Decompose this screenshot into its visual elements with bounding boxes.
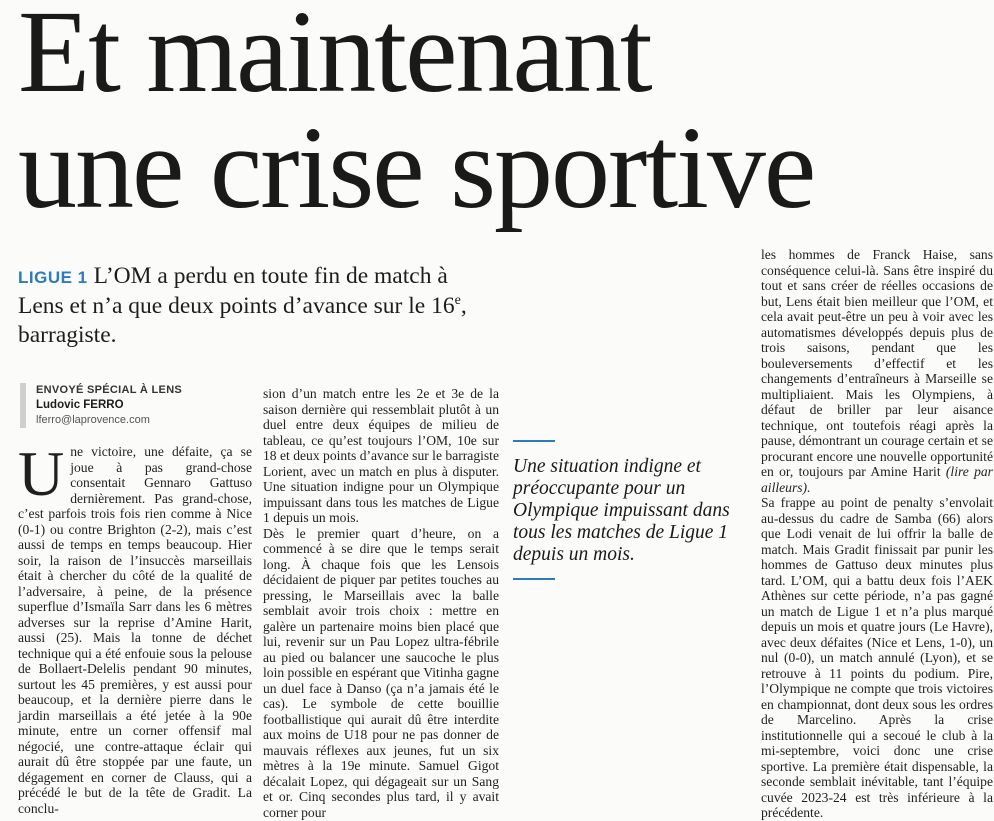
pull-quote <box>513 440 745 580</box>
standfirst <box>18 262 488 350</box>
pull-quote-text: Une situation indigne et préoccupante pour un Olympique impuissant dans tous les matches de Ligue 1 depuis un mois. <box>513 456 730 565</box>
article-column-3 <box>761 247 993 821</box>
standfirst-text-end: , barragiste. <box>18 293 467 348</box>
article-column-2 <box>263 386 499 820</box>
pull-quote-rule-top <box>513 440 555 442</box>
article-paragraph <box>18 438 252 816</box>
article-paragraph: Dès le premier quart d’heure, on a commencé à se dire que le temps serait long. À chaque fois que les Lensois décidaient de piquer par petites touches au pressing, le Marseillais avec la balle semblait avoir trois choix : mettre en galère un partenaire moins bien placé que lui, revenir sur un Pau Lopez ultra-fébrile au pied ou balancer une saucoche le plus loin possible en espérant que Vitinha gagne un duel face à Danso (ça n’a jamais été le cas). Le symbole de cette bouillie footballistique qui aurait dû être interdite aux moins de U18 pour ne pas donner de mauvais réflexes aux jeunes, fut un six mètres à la 19e minute. Samuel Gigot décalait Lopez, qui dégageait sur un Sang et or. Cinq secondes plus tard, il y avait corner pour <box>263 525 500 820</box>
headline <box>18 0 815 233</box>
article-paragraph: sion d’un match entre les 2e et 3e de la saison dernière qui ressemblait plutôt à un duel entre deux équipes de milieu de tableau, ce qu’est toujours l’OM, 10e sur 18 et deux points d’avance sur le barragiste Lorient, avec un match en plus à disputer. Une situation indigne pour un Olympique impuissant dans tous les matches de Ligue 1 depuis un mois. <box>263 386 499 525</box>
article-paragraph <box>761 247 993 495</box>
paragraph-italic: (lire par ailleurs). <box>761 464 993 495</box>
paragraph-text: ne victoire, une défaite, ça se joue à pas grand-chose consentait Gennaro Gattuso dernièrement. Pas grand-chose, c’est parfois trois fois rien comme à Nice (0-1) ou contre Brighton (2-2), mais c’est aussi de temps en temps beaucoup. Hier soir, la raison de l’insuccès marseillais était à chercher du côté de la qualité de l’adversaire, à peine, de la présence superflue d’Ismaïla Sarr dans les 6 mètres adverses sur la reprise d’Amine Harit, aussi (25). Mais la tonne de déchet technique qui a été enfouie sous la pelouse de Bollaert-Delelis pendant 90 minutes, surtout les 45 premières, y est aussi pour beaucoup, et la dernière pierre dans le jardin marseillais a été jetée à la 90e minute, entre un corner offensif mal négocié, une contre-attaque éclair qui aurait dû être stoppée par une faute, un dégagement en corner de Clauss, qui a précédé le but de la tête de Gradit. La conclu- <box>18 444 252 816</box>
pull-quote-rule-bottom <box>513 578 555 580</box>
headline-line-1: Et maintenant <box>18 0 651 117</box>
standfirst-superscript: e <box>454 292 461 309</box>
article-paragraph: Sa frappe au point de penalty s’envolait au-dessus du cadre de Samba (66) alors que Lodi venait de lui offrir la balle de match. Mais Gradit finissait par punir les hommes de Gattuso deux minutes plus tard. L’OM, qui a battu deux fois l’AEK Athènes sur cette période, n’a pas gagné un match de Ligue 1 et n’a plus marqué depuis un mois et quatre jours (Le Havre), avec deux défaites (Nice et Lens, 1-0), un nul (0-0), un match annulé (Lyon), et se retrouve à 11 points du podium. Pire, l’Olympique ne compte que trois victoires en championnat, dont deux sous les ordres de Marcelino. Après la crise institutionnelle qui a secoué le club à la mi-septembre, voici donc une crise sportive. La première était dispensable, la seconde semblait inévitable, tant l’équipe cuvée 2023-24 est très inférieure à la précédente. <box>761 495 993 820</box>
paragraph-text: les hommes de Franck Haise, sans conséquence celui-là. Sans être inspiré du tout et sans créer de réelles occasions de but, Lens était bien meilleur que l’OM, et cela avait peut-être un peu à voir avec les automatismes développés depuis plus de trois saisons, pendant que les bouleversements d’effectif et les changements d’entraîneurs à Marseille se multipliaient. Mais les Olympiens, à défaut de briller par leur aisance technique, ont toutefois réagi après la pause, démontrant un courage certain et se procurant encore une nouvelle opportunité en or, toujours par Amine Harit <box>761 247 993 479</box>
article-column-1 <box>18 438 252 816</box>
byline-email: lferro@laprovence.com <box>36 414 150 426</box>
rubric-label: LIGUE 1 <box>18 268 88 287</box>
headline-line-2: une crise sportive <box>18 102 815 233</box>
standfirst-text: L’OM a perdu en toute fin de match à Lens et n’a que deux points d’avance sur le 16 <box>18 263 455 319</box>
byline <box>20 383 182 428</box>
byline-author: Ludovic FERRO <box>36 399 124 411</box>
byline-label: ENVOYÉ SPÉCIAL À LENS <box>36 384 183 396</box>
dropcap: U <box>18 438 65 509</box>
